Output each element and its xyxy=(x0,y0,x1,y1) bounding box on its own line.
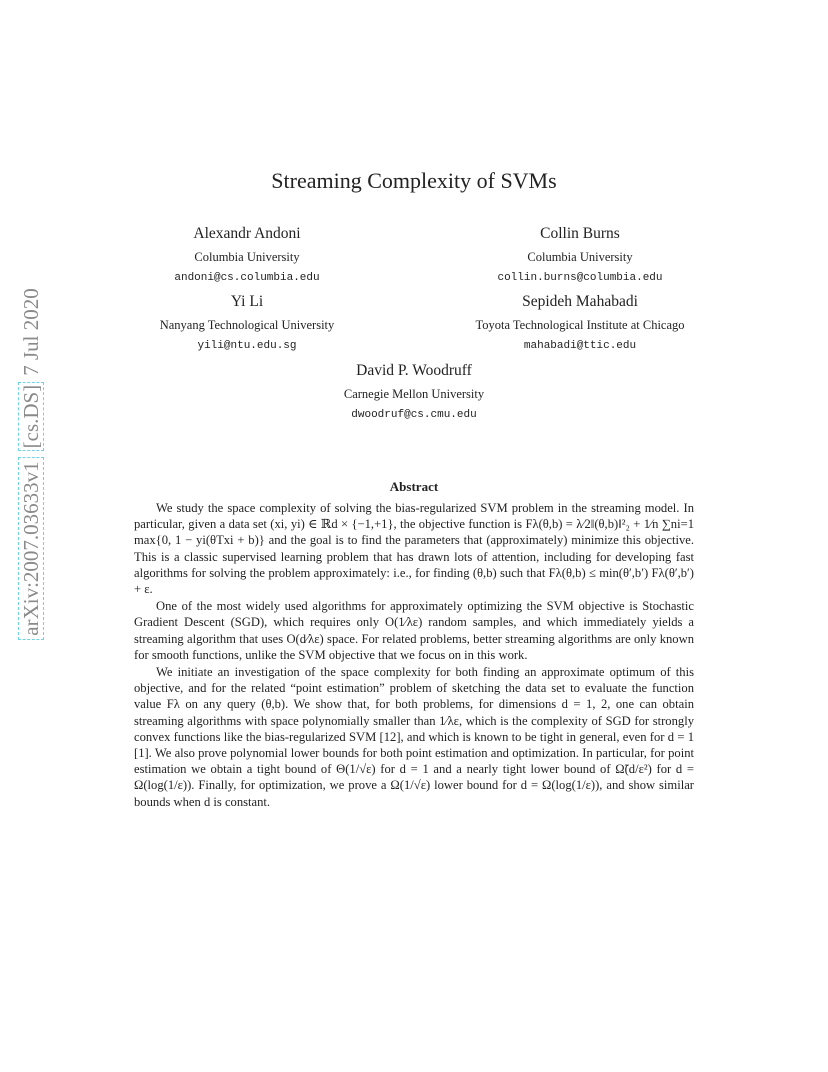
author-li xyxy=(117,293,377,352)
author-woodruff xyxy=(284,362,544,421)
paper-title: Streaming Complexity of SVMs xyxy=(271,168,557,193)
author-name: Yi Li xyxy=(230,293,264,310)
author-email: dwoodruf@cs.cmu.edu xyxy=(351,409,477,421)
author-name: Alexandr Andoni xyxy=(193,225,301,242)
author-affiliation: Toyota Technological Institute at Chicago xyxy=(475,318,685,332)
arxiv-category[interactable]: [cs.DS] xyxy=(18,382,44,452)
author-affiliation: Columbia University xyxy=(194,250,300,264)
author-affiliation: Nanyang Technological University xyxy=(159,318,335,332)
author-email: collin.burns@columbia.edu xyxy=(497,272,663,284)
abstract-paragraph: We study the space complexity of solving the bias-regularized SVM problem in the streaming model. In particular, given a data set (xi, yi) ∈ ℝd × {−1,+1}, the objective function is Fλ(θ,b) = λ⁄2‖(θ,b)‖²₂ + 1⁄n ∑ni=1 max{0, 1 − yi(θTxi + b)} and the goal is to find the parameters that (approximately) minimize this objective. This is a classic supervised learning problem that has drawn lots of attention, including for developing fast algorithms for solving the problem approximately: i.e., for finding (θ,b) such that Fλ(θ,b) ≤ min(θ′,b′) Fλ(θ′,b′) + ε. xyxy=(134,501,694,597)
author-name: Collin Burns xyxy=(540,225,620,242)
author-burns xyxy=(450,225,710,284)
abstract-paragraph: We initiate an investigation of the space complexity for both finding an approximate optimum of this objective, and for the related “point estimation” problem of sketching the data set to evaluate the function value Fλ on any query (θ,b). We show that, for both problems, for dimensions d = 1, 2, one can obtain streaming algorithms with space polynomially smaller than 1⁄λε, which is the complexity of SGD for strongly convex functions like the bias-regularized SVM [12], and which is known to be tight in general, even for d = 1 [1]. We also prove polynomial lower bounds for both point estimation and optimization. In particular, for point estimation we obtain a tight bound of Θ(1/√ε) for d = 1 and a nearly tight lower bound of Ω̃(d/ε²) for d = Ω(log(1/ε)). Finally, for optimization, we prove a Ω(1/√ε) lower bound for d = Ω(log(1/ε)), and show similar bounds when d is constant. xyxy=(134,665,694,809)
author-affiliation: Carnegie Mellon University xyxy=(343,387,485,401)
author-email: mahabadi@ttic.edu xyxy=(523,340,637,352)
arxiv-date: 7 Jul 2020 xyxy=(19,288,43,376)
abstract-heading: Abstract xyxy=(389,479,439,494)
author-andoni xyxy=(117,225,377,284)
author-email: yili@ntu.edu.sg xyxy=(197,340,297,352)
author-name: Sepideh Mahabadi xyxy=(522,293,638,310)
arxiv-stamp xyxy=(19,154,51,774)
author-name: David P. Woodruff xyxy=(356,362,472,379)
author-mahabadi xyxy=(450,293,710,352)
abstract-paragraph: One of the most widely used algorithms for approximately optimizing the SVM objective is Stochastic Gradient Descent (SGD), which requires only O(1⁄λε) random samples, and which immediately yields a streaming algorithm that uses O(d⁄λε) space. For related problems, better streaming algorithms are only known for smooth functions, unlike the SVM objective that we focus on in this work. xyxy=(134,599,694,662)
author-email: andoni@cs.columbia.edu xyxy=(174,272,320,284)
arxiv-id[interactable]: arXiv:2007.03633v1 xyxy=(18,457,44,639)
author-affiliation: Columbia University xyxy=(527,250,633,264)
abstract-body xyxy=(134,500,694,811)
